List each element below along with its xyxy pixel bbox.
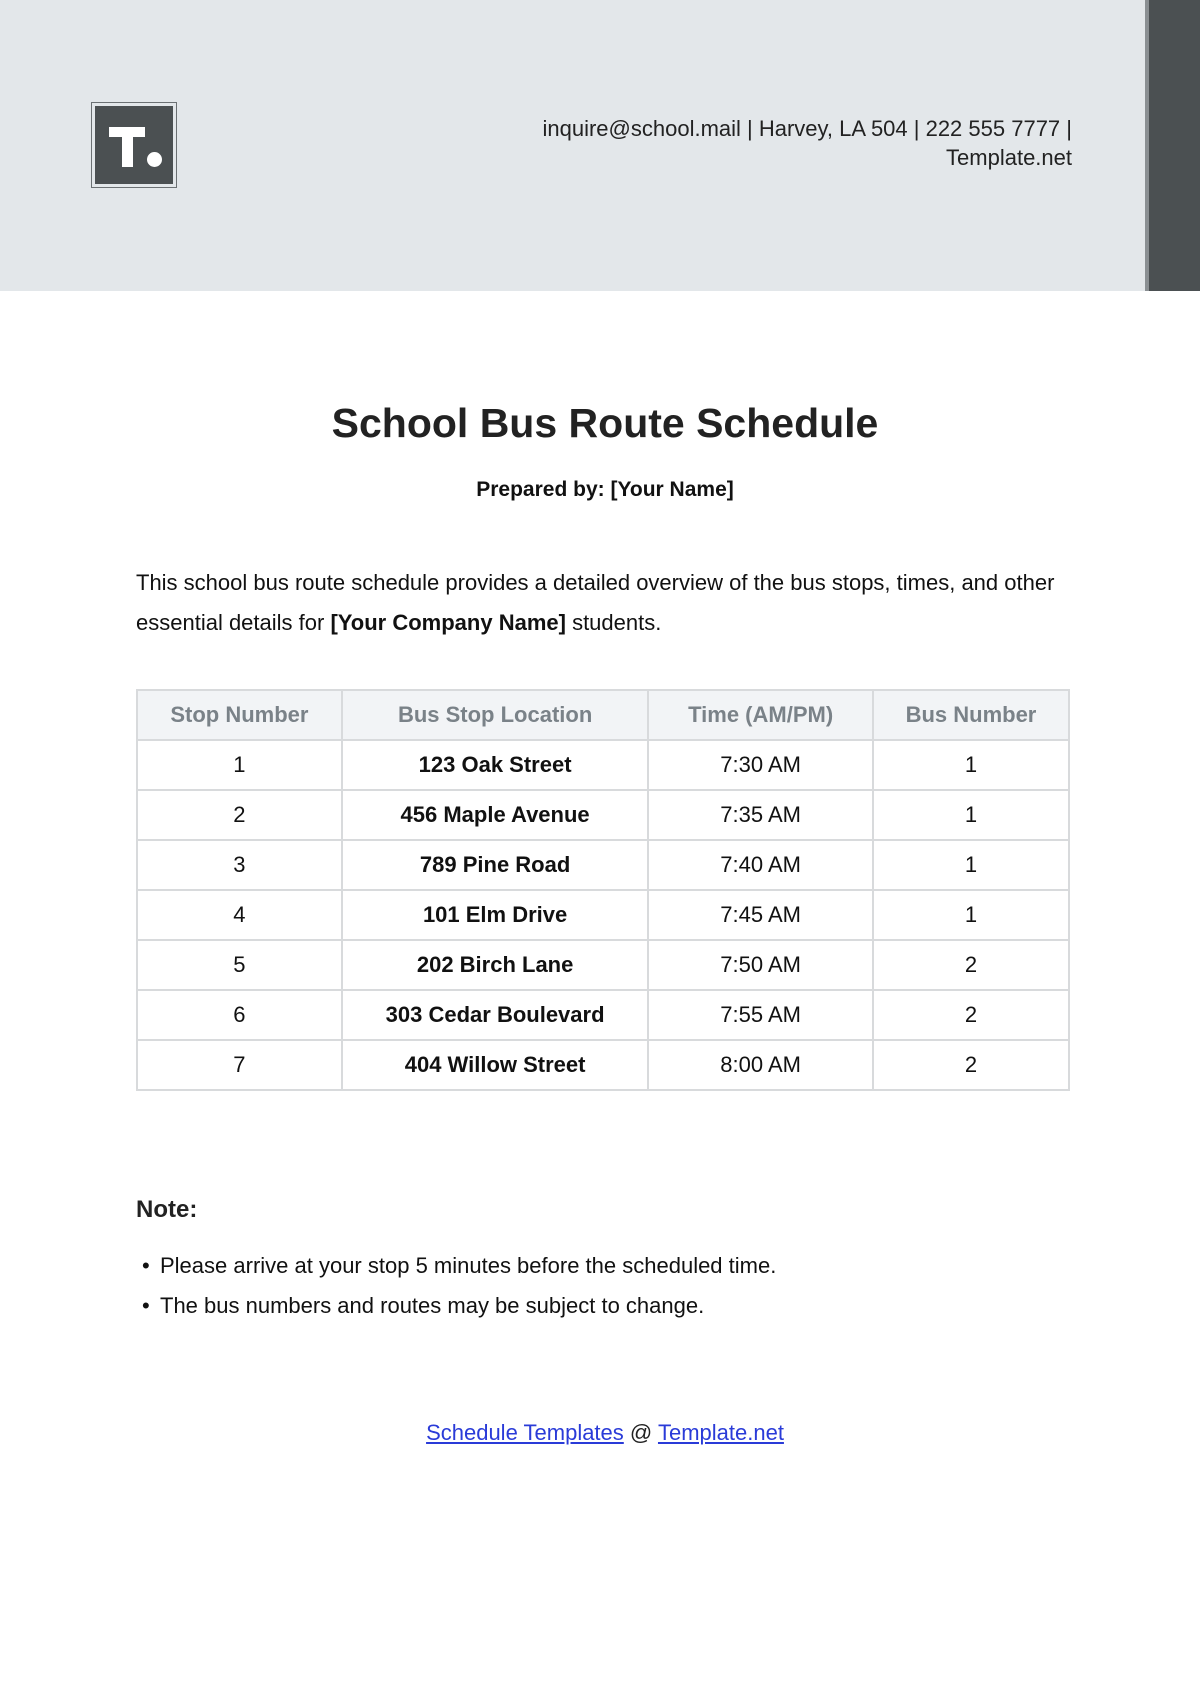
contact-line-1: inquire@school.mail | Harvey, LA 504 | 222 555 7777 | — [542, 116, 1072, 141]
time-cell: 7:45 AM — [648, 890, 873, 940]
bus-number-cell: 1 — [873, 790, 1069, 840]
time-cell: 7:55 AM — [648, 990, 873, 1040]
contact-line-2: Template.net — [946, 145, 1072, 170]
bullet-icon: • — [142, 1293, 150, 1318]
intro-text: This school bus route schedule provides a detailed overview of the bus stops, times, and other essential details for — [136, 570, 1055, 635]
stop-number-cell: 6 — [137, 990, 342, 1040]
intro-text-end: students. — [565, 610, 662, 635]
table-row — [137, 990, 1069, 1040]
route-schedule-table — [136, 689, 1070, 1091]
bus-number-cell: 2 — [873, 990, 1069, 1040]
template-net-link[interactable]: Template.net — [657, 1420, 784, 1445]
location-cell: 456 Maple Avenue — [342, 790, 648, 840]
location-cell: 101 Elm Drive — [342, 890, 648, 940]
company-logo — [91, 102, 177, 188]
location-cell: 404 Willow Street — [342, 1040, 648, 1090]
intro-paragraph — [136, 563, 1076, 643]
bus-number-cell: 1 — [873, 890, 1069, 940]
bus-number-cell: 2 — [873, 940, 1069, 990]
location-cell: 202 Birch Lane — [342, 940, 648, 990]
stop-number-cell: 7 — [137, 1040, 342, 1090]
table-row — [137, 840, 1069, 890]
bus-number-cell: 2 — [873, 1040, 1069, 1090]
table-row — [137, 940, 1069, 990]
footer-separator: @ — [623, 1420, 658, 1445]
table-row — [137, 790, 1069, 840]
stop-number-cell: 5 — [137, 940, 342, 990]
column-header-stop-number: Stop Number — [137, 690, 342, 740]
bus-number-cell: 1 — [873, 740, 1069, 790]
table-header-row — [137, 690, 1069, 740]
footer — [0, 1420, 1200, 1446]
time-cell: 8:00 AM — [648, 1040, 873, 1090]
time-cell: 7:40 AM — [648, 840, 873, 890]
table-row — [137, 1040, 1069, 1090]
table-row — [137, 740, 1069, 790]
prepared-by: Prepared by: [Your Name] — [476, 478, 734, 501]
stop-number-cell: 2 — [137, 790, 342, 840]
note-text: Please arrive at your stop 5 minutes before the scheduled time. — [160, 1253, 777, 1278]
stop-number-cell: 4 — [137, 890, 342, 940]
notes-list — [142, 1246, 776, 1326]
schedule-templates-link[interactable]: Schedule Templates — [426, 1420, 624, 1445]
bullet-icon: • — [142, 1253, 150, 1278]
location-cell: 123 Oak Street — [342, 740, 648, 790]
note-heading: Note: — [136, 1196, 198, 1223]
time-cell: 7:30 AM — [648, 740, 873, 790]
side-stripe — [1145, 0, 1200, 291]
time-cell: 7:35 AM — [648, 790, 873, 840]
stop-number-cell: 1 — [137, 740, 342, 790]
bus-number-cell: 1 — [873, 840, 1069, 890]
side-stripe-edge — [1145, 0, 1149, 291]
company-name-placeholder: [Your Company Name] — [330, 610, 566, 635]
list-item — [142, 1246, 776, 1286]
column-header-bus-number: Bus Number — [873, 690, 1069, 740]
stop-number-cell: 3 — [137, 840, 342, 890]
column-header-time: Time (AM/PM) — [648, 690, 873, 740]
contact-info — [452, 114, 1072, 172]
location-cell: 303 Cedar Boulevard — [342, 990, 648, 1040]
column-header-location: Bus Stop Location — [342, 690, 648, 740]
table-row — [137, 890, 1069, 940]
logo-icon — [95, 106, 173, 184]
note-text: The bus numbers and routes may be subject to change. — [160, 1293, 705, 1318]
location-cell: 789 Pine Road — [342, 840, 648, 890]
time-cell: 7:50 AM — [648, 940, 873, 990]
page-title: School Bus Route Schedule — [331, 400, 879, 446]
list-item — [142, 1286, 776, 1326]
